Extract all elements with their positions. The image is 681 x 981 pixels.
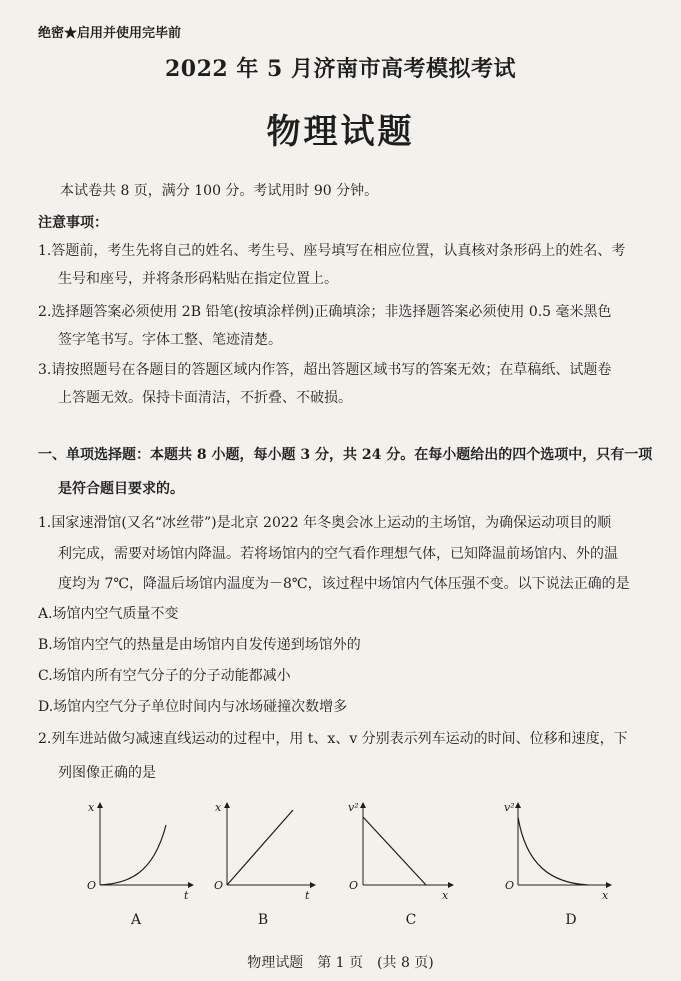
graph-a <box>78 795 203 905</box>
question-1-stem-cont2: 度均为 7℃，降温后场馆内温度为－8℃，该过程中场馆内气体压强不变。以下说法正确的是 <box>58 576 630 592</box>
graph-d-label: D <box>565 912 577 928</box>
question-1-option-a: A.场馆内空气质量不变 <box>38 606 179 622</box>
exam-intro: 本试卷共 8 页，满分 100 分。考试用时 90 分钟。 <box>60 183 379 199</box>
subject-title: 物理试题 <box>266 112 415 152</box>
graph-curve <box>518 817 588 885</box>
graph-b <box>205 795 330 905</box>
graph-b-label: B <box>257 912 269 928</box>
x-axis-label: x <box>602 889 609 902</box>
notice-item-3: 3.请按照题号在各题目的答题区域内作答，超出答题区域书写的答案无效；在草稿纸、试题卷 <box>38 362 612 378</box>
y-axis-label: v² <box>504 801 515 814</box>
origin-label: O <box>349 879 359 892</box>
x-axis-label: x <box>442 889 449 902</box>
y-axis-label: v² <box>348 801 359 814</box>
origin-label: O <box>505 879 515 892</box>
y-axis-label: x <box>88 801 95 814</box>
notice-item-3-cont: 上答题无效。保持卡面清洁，不折叠、不破损。 <box>58 390 352 406</box>
graph-c-label: C <box>405 912 417 928</box>
section-heading: 一、单项选择题：本题共 8 小题，每小题 3 分，共 24 分。在每小题给出的四个选项中，只有一项 <box>38 447 653 463</box>
graph-a-label: A <box>130 912 142 928</box>
notice-item-2-cont: 签字笔书写。字体工整、笔迹清楚。 <box>58 332 282 348</box>
exam-title: 2022 年 5 月济南市高考模拟考试 <box>164 56 517 82</box>
notice-item-1-cont: 生号和座号，并将条形码粘贴在指定位置上。 <box>58 271 338 287</box>
page-footer: 物理试题 第 1 页 (共 8 页) <box>247 955 434 971</box>
question-2-stem: 2.列车进站做匀减速直线运动的过程中，用 t、x、v 分别表示列车运动的时间、位移和速度，下 <box>38 731 628 747</box>
y-axis-label: x <box>215 801 222 814</box>
x-axis-label: t <box>305 889 310 902</box>
question-2-stem-cont: 列图像正确的是 <box>58 765 156 781</box>
x-axis-label: t <box>184 889 189 902</box>
question-1-stem: 1.国家速滑馆(又名“冰丝带”)是北京 2022 年冬奥会冰上运动的主场馆，为确保运动项目的顺 <box>38 515 612 531</box>
origin-label: O <box>87 879 97 892</box>
notice-heading: 注意事项： <box>38 215 108 231</box>
graph-line <box>227 810 293 885</box>
question-1-option-b: B.场馆内空气的热量是由场馆内自发传递到场馆外的 <box>38 637 361 653</box>
question-1-option-c: C.场馆内所有空气分子的分子动能都减小 <box>38 668 291 684</box>
question-1-option-d: D.场馆内空气分子单位时间内与冰场碰撞次数增多 <box>38 699 348 715</box>
graph-c <box>338 795 463 905</box>
notice-item-1: 1.答题前，考生先将自己的姓名、考生号、座号填写在相应位置，认真核对条形码上的姓名、考 <box>38 243 626 259</box>
origin-label: O <box>214 879 224 892</box>
notice-item-2: 2.选择题答案必须使用 2B 铅笔(按填涂样例)正确填涂；非选择题答案必须使用 0.5 毫米黑色 <box>38 304 612 320</box>
graph-curve <box>100 825 166 885</box>
confidential-mark: 绝密★启用并使用完毕前 <box>38 26 182 41</box>
graph-line <box>363 817 426 885</box>
question-1-stem-cont: 利完成，需要对场馆内降温。若将场馆内的空气看作理想气体，已知降温前场馆内、外的温 <box>58 546 618 562</box>
graph-d <box>496 795 621 905</box>
section-heading-cont: 是符合题目要求的。 <box>58 481 184 497</box>
